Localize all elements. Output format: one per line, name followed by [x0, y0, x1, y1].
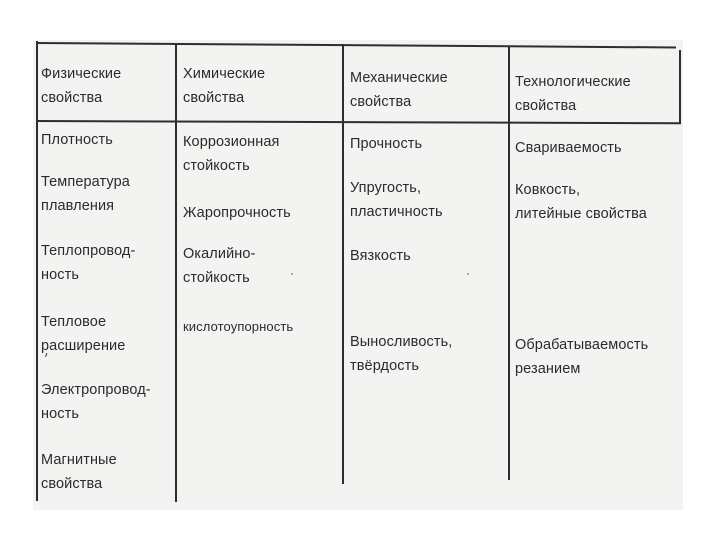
chemical-item: Коррозионная стойкость	[183, 134, 280, 174]
table-border-left	[36, 41, 38, 501]
scan-speck: ·	[466, 266, 470, 280]
physical-item: Плотность	[41, 132, 113, 148]
technological-item: Обрабатываемость резанием	[515, 337, 649, 377]
physical-item: Температура плавления	[41, 174, 130, 214]
technological-item: Свариваемость	[515, 140, 622, 156]
column-divider-3	[508, 46, 510, 480]
scan-speck: ·	[290, 266, 294, 280]
physical-item: Теплопровод- ность	[41, 243, 136, 283]
column-divider-1	[175, 44, 177, 502]
chemical-item: Окалийно- стойкость	[183, 246, 256, 286]
header-technological: Технологические свойства	[515, 74, 631, 114]
mechanical-item: Выносливость, твёрдость	[350, 334, 453, 374]
mechanical-item: Упругость, пластичность	[350, 180, 443, 220]
physical-item: Тепловое расширение	[41, 314, 126, 354]
header-physical: Физические свойства	[41, 66, 122, 106]
mechanical-item: Вязкость	[350, 248, 411, 264]
column-divider-2	[342, 44, 344, 484]
mechanical-item: Прочность	[350, 136, 423, 152]
header-mechanical: Механические свойства	[350, 70, 448, 110]
physical-item: Магнитные свойства	[41, 452, 117, 492]
technological-item: Ковкость, литейные свойства	[515, 182, 647, 222]
header-chemical: Химические свойства	[183, 66, 266, 106]
table-border-right	[679, 50, 681, 124]
chemical-item: кислотоупорность	[183, 319, 294, 334]
chemical-item: Жаропрочность	[183, 205, 291, 221]
scan-speck: ׳	[44, 352, 49, 366]
physical-item: Электропровод- ность	[41, 382, 151, 422]
